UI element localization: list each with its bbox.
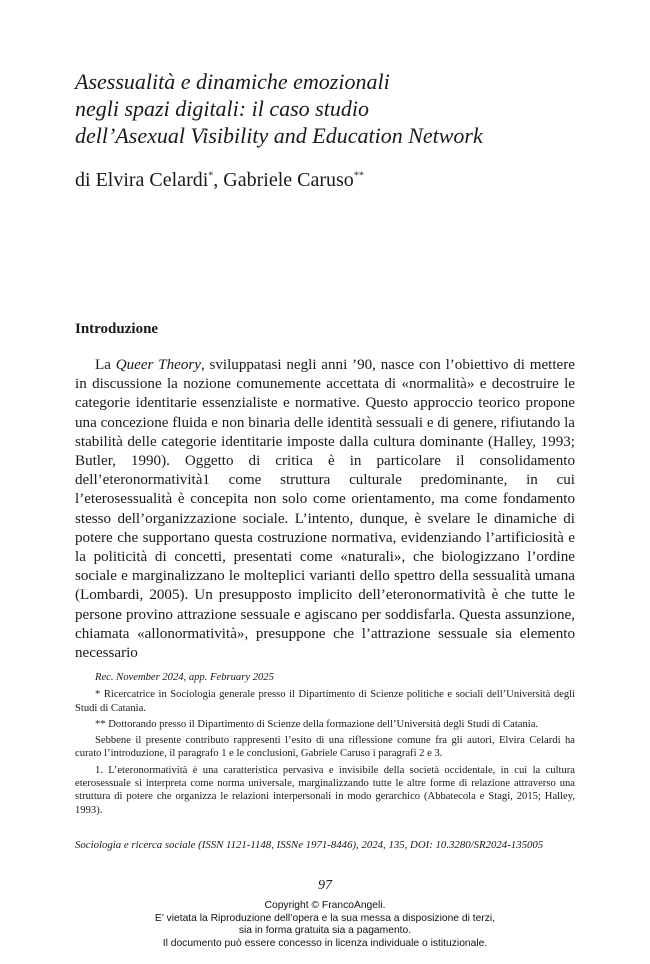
authors-line bbox=[75, 167, 364, 193]
page-number: 97 bbox=[318, 878, 332, 893]
title-line: negli spazi digitali: il caso studio bbox=[75, 96, 369, 121]
footnotes bbox=[75, 671, 575, 820]
copyright-notice bbox=[0, 900, 650, 950]
journal-citation: Sociologia e ricerca sociale (ISSN 1121-1148, ISSNe 1971-8446), 2024, 135, DOI: 10.3280/SR2024-135005 bbox=[75, 839, 544, 851]
copyright-line: Il documento può essere concesso in licenza individuale o istituzionale. bbox=[162, 937, 488, 949]
article-title bbox=[75, 68, 595, 149]
paragraph bbox=[75, 356, 575, 663]
body-text bbox=[75, 356, 575, 663]
section-heading: Introduzione bbox=[75, 321, 159, 337]
copyright-line: Copyright © FrancoAngeli. bbox=[264, 900, 386, 911]
copyright-line: sia in forma gratuita sia a pagamento. bbox=[238, 925, 412, 937]
footnote: ** Dottorando presso il Dipartimento di Scienze della formazione dell’Università degli Studi di Catania. bbox=[95, 718, 539, 730]
author-name: Gabriele Caruso bbox=[223, 169, 354, 191]
received-note: Rec. November 2024, app. February 2025 bbox=[95, 672, 274, 683]
title-line: Asessualità e dinamiche emozionali bbox=[75, 69, 390, 94]
emphasis-text: Queer Theory bbox=[115, 357, 201, 373]
footnote: 1. L’eteronormatività è una caratteristica pervasiva e invisibile della società occidentale, in cui la cultura eterosessuale si interpreta come norma universale, marginalizzando tutte le altre forme di relazione attraverso una struttura di potere che organizza le relazioni interpersonali in modo gerarchico (Abbatecola e Stagi, 2015; Halley, 1993). bbox=[75, 764, 575, 816]
paragraph-text: , sviluppatasi negli anni ’90, nasce con l’obiettivo di mettere in discussione la nozione comunemente accettata di «normalità» e decostruire le categorie identitarie essenzialiste e normative. Questo approccio teorico propone una concezione fluida e non binaria delle identità sessuali e di genere, rifiutando la stabilità delle categorie identitarie imposte dalla cultura dominante (Halley, 1993; Butler, 1990). Oggetto di critica è in particolare il consolidamento dell’eteronormatività1 come struttura culturale predominante, in cui l’eterosessualità è concepita non solo come orientamento, ma come fondamento stesso dell’organizzazione sociale. L’intento, dunque, è svelare le dinamiche di potere che supportano questa costruzione normativa, evidenziando l’artificiosità e la politicità di concetti, presentati come «naturali», che biologizzano l’ordine sociale e marginalizzano le molteplici varianti dello spettro della sessualità umana (Lombardi, 2005). Un presupposto implicito dell’eteronormatività è che tutte le persone provino attrazione sessuale e agiscano per soddisfarla. Questa assunzione, chiamata «allonormatività», presuppone che l’attrazione sessuale sia elemento necessario bbox=[75, 357, 575, 662]
author-name: Elvira Celardi bbox=[95, 169, 209, 191]
authors-prefix: di bbox=[75, 169, 96, 191]
footnote-marker: * bbox=[208, 170, 214, 182]
footnote: Sebbene il presente contributo rappresenti l’esito di una riflessione comune fra gli autori, Elvira Celardi ha curato l’introduzione, il paragrafo 1 e le conclusioni, Gabriele Caruso i paragrafi 2 e 3. bbox=[75, 735, 575, 760]
authors-separator: , bbox=[213, 169, 224, 191]
paragraph-text: La bbox=[95, 357, 116, 373]
title-line: dell’Asexual Visibility and Education Network bbox=[75, 123, 483, 148]
copyright-line: E’ vietata la Riproduzione dell’opera e la sua messa a disposizione di terzi, bbox=[154, 912, 496, 924]
footnote-marker: ** bbox=[353, 170, 364, 182]
footnote: * Ricercatrice in Sociologia generale presso il Dipartimento di Scienze politiche e sociali dell’Università degli Studi di Catania. bbox=[75, 689, 575, 714]
